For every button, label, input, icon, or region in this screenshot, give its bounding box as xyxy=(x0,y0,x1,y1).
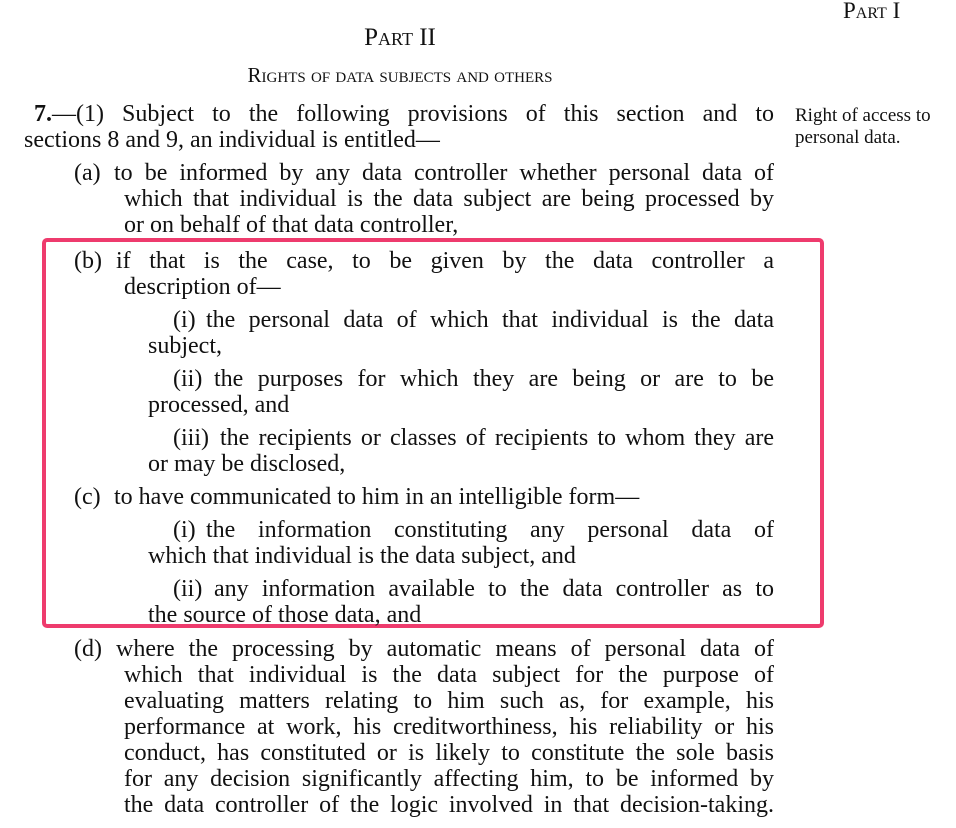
para-a-line: which that individual is the data subject are being processed by xyxy=(124,186,774,212)
para-d-line: performance at work, his creditworthiness, his reliability or his xyxy=(124,714,774,740)
para-c-ii-line: the source of those data, and xyxy=(148,602,422,628)
section-intro-line: sections 8 and 9, an individual is entitled— xyxy=(24,127,440,153)
running-head: Part I xyxy=(843,0,901,23)
para-c-line: to have communicated to him in an intelligible form— xyxy=(114,484,640,510)
margin-note-line: personal data. xyxy=(795,127,901,148)
margin-note xyxy=(795,105,931,149)
para-c-i-line: the information constituting any personal data of xyxy=(206,517,774,543)
para-b-line: if that is the case, to be given by the data controller a xyxy=(116,248,774,274)
para-d-line: evaluating matters relating to him such as, for example, his xyxy=(124,688,774,714)
para-d-line: the data controller of the logic involved in that decision-taking. xyxy=(124,792,774,818)
para-b-i-label: (i) xyxy=(173,307,196,333)
para-a-label: (a) xyxy=(74,160,101,186)
section-intro-line xyxy=(34,101,774,127)
para-c-label: (c) xyxy=(74,484,101,510)
section-intro-text: —(1) Subject to the following provisions of this section and to xyxy=(52,101,774,127)
part-subtitle: Rights of data subjects and others xyxy=(247,63,553,87)
margin-note-line: Right of access to xyxy=(795,105,931,126)
para-c-i-line: which that individual is the data subject, and xyxy=(148,543,576,569)
para-b-i-line: the personal data of which that individual is the data xyxy=(206,307,774,333)
para-d-line: for any decision significantly affecting him, to be informed by xyxy=(124,766,774,792)
para-d-line: conduct, has constituted or is likely to constitute the sole basis xyxy=(124,740,774,766)
para-d-label: (d) xyxy=(74,636,102,662)
para-c-ii-line: any information available to the data controller as to xyxy=(214,576,774,602)
para-a-line: or on behalf of that data controller, xyxy=(124,212,459,238)
para-b-iii-label: (iii) xyxy=(173,425,209,451)
para-b-ii-line: processed, and xyxy=(148,392,290,418)
para-c-ii-label: (ii) xyxy=(173,576,203,602)
para-b-iii-line: the recipients or classes of recipients to whom they are xyxy=(220,425,774,451)
para-b-ii-line: the purposes for which they are being or are to be xyxy=(214,366,774,392)
para-b-iii-line: or may be disclosed, xyxy=(148,451,346,477)
para-b-ii-label: (ii) xyxy=(173,366,203,392)
para-d-line: which that individual is the data subject for the purpose of xyxy=(124,662,774,688)
part-title: Part II xyxy=(364,24,436,51)
para-b-line: description of— xyxy=(124,274,281,300)
para-b-label: (b) xyxy=(74,248,102,274)
para-c-i-label: (i) xyxy=(173,517,196,543)
para-a-line: to be informed by any data controller whether personal data of xyxy=(114,160,774,186)
section-number: 7. xyxy=(34,101,52,127)
para-b-i-line: subject, xyxy=(148,333,222,359)
para-d-line: where the processing by automatic means of personal data of xyxy=(116,636,774,662)
